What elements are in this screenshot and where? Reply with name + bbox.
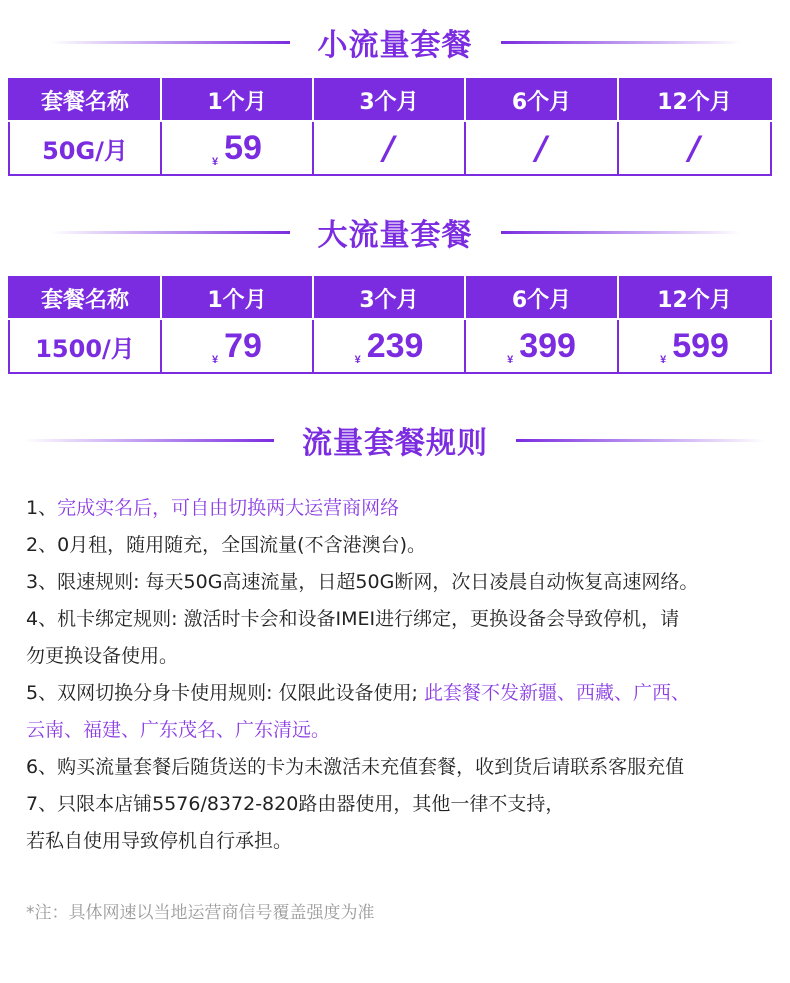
rule-text: 勿更换设备使用。: [26, 645, 179, 667]
header-name: 套餐名称: [9, 277, 161, 319]
price-value: 399: [519, 326, 576, 365]
yen-symbol: ¥: [212, 155, 219, 168]
title-line-left: [50, 41, 290, 44]
small-package-table: [8, 78, 772, 176]
header-1-month: 1个月: [161, 277, 313, 319]
header-name: 套餐名称: [9, 79, 161, 121]
price-value: 79: [224, 326, 262, 365]
yen-symbol: ¥: [212, 353, 219, 366]
unavailable-mark: /: [383, 129, 395, 167]
header-12-months: 12个月: [618, 79, 771, 121]
title-line-right: [516, 439, 766, 442]
rules-title-bar: [0, 415, 790, 465]
rule-text: 0月租，随用随充，全国流量(不含港澳台)。: [57, 534, 427, 556]
price-value: 599: [672, 326, 729, 365]
rule-number: 6、: [26, 756, 58, 778]
rule-text: 机卡绑定规则: 激活时卡会和设备IMEI进行绑定，更换设备会导致停机，请: [57, 608, 680, 630]
rule-item-5: [26, 675, 776, 712]
rule-number: 3、: [26, 571, 58, 593]
rule-item-6: [26, 749, 776, 786]
unavailable-mark: /: [688, 129, 701, 167]
rule-number: 2、: [26, 534, 58, 556]
rule-item-7: [26, 786, 776, 823]
header-1-month: 1个月: [161, 79, 313, 121]
price-cell-1-month: [161, 319, 313, 373]
price-cell-3-months: [313, 319, 465, 373]
rule-item-4: [26, 601, 776, 638]
table-header-row: [9, 79, 771, 121]
footnote: *注：具体网速以当地运营商信号覆盖强度为准: [26, 903, 375, 923]
price-value: 59: [224, 128, 262, 167]
rule-item-7-continued: [26, 823, 776, 860]
table-header-row: [9, 277, 771, 319]
header-6-months: 6个月: [465, 277, 618, 319]
rule-item-5-continued: [26, 712, 776, 749]
rule-item-3: [26, 564, 776, 601]
yen-symbol: ¥: [507, 353, 514, 366]
title-line-right: [501, 231, 741, 234]
title-line-left: [24, 439, 274, 442]
package-name: 50G/月: [9, 121, 161, 175]
rule-text: 若私自使用导致停机自行承担。: [26, 830, 293, 852]
price-cell-12-months: [618, 319, 771, 373]
header-3-months: 3个月: [313, 79, 465, 121]
header-3-months: 3个月: [313, 277, 465, 319]
yen-symbol: ¥: [354, 353, 361, 366]
price-cell-12-months: [618, 121, 771, 175]
rule-text: 双网切换分身卡使用规则: 仅限此设备使用;: [57, 682, 424, 704]
rule-item-4-continued: [26, 638, 776, 675]
small-package-title: 小流量套餐: [317, 28, 473, 63]
rule-number: 5、: [26, 682, 58, 704]
rule-text: 只限本店铺5576/8372-820路由器使用，其他一律不支持，: [57, 793, 565, 815]
rule-highlight-text: 云南、福建、广东茂名、广东清远。: [26, 719, 331, 741]
large-package-title: 大流量套餐: [317, 218, 473, 253]
price-cell-3-months: [313, 121, 465, 175]
rule-highlight-text: 完成实名后，可自由切换两大运营商网络: [57, 497, 400, 519]
unavailable-mark: /: [535, 129, 548, 167]
rule-number: 4、: [26, 608, 58, 630]
title-line-right: [501, 41, 741, 44]
package-name: 1500/月: [9, 319, 161, 373]
title-line-left: [50, 231, 290, 234]
rules-title: 流量套餐规则: [302, 426, 488, 461]
large-package-table: [8, 276, 772, 374]
table-row: [9, 121, 771, 175]
price-cell-1-month: [161, 121, 313, 175]
header-6-months: 6个月: [465, 79, 618, 121]
table-row: [9, 319, 771, 373]
rule-number: 7、: [26, 793, 58, 815]
small-package-title-bar: [0, 17, 790, 67]
price-cell-6-months: [465, 319, 618, 373]
rule-item-1: [26, 490, 776, 527]
large-package-title-bar: [0, 207, 790, 257]
yen-symbol: ¥: [660, 353, 667, 366]
rule-text: 购买流量套餐后随货送的卡为未激活未充值套餐，收到货后请联系客服充值: [57, 756, 685, 778]
price-value: 239: [366, 326, 424, 365]
rule-text: 限速规则: 每天50G高速流量，日超50G断网，次日凌晨自动恢复高速网络。: [57, 571, 699, 593]
price-cell-6-months: [465, 121, 618, 175]
header-12-months: 12个月: [618, 277, 771, 319]
rule-highlight-text: 此套餐不发新疆、西藏、广西、: [423, 682, 690, 704]
rules-list: [26, 490, 776, 860]
rule-item-2: [26, 527, 776, 564]
rule-number: 1、: [26, 497, 58, 519]
